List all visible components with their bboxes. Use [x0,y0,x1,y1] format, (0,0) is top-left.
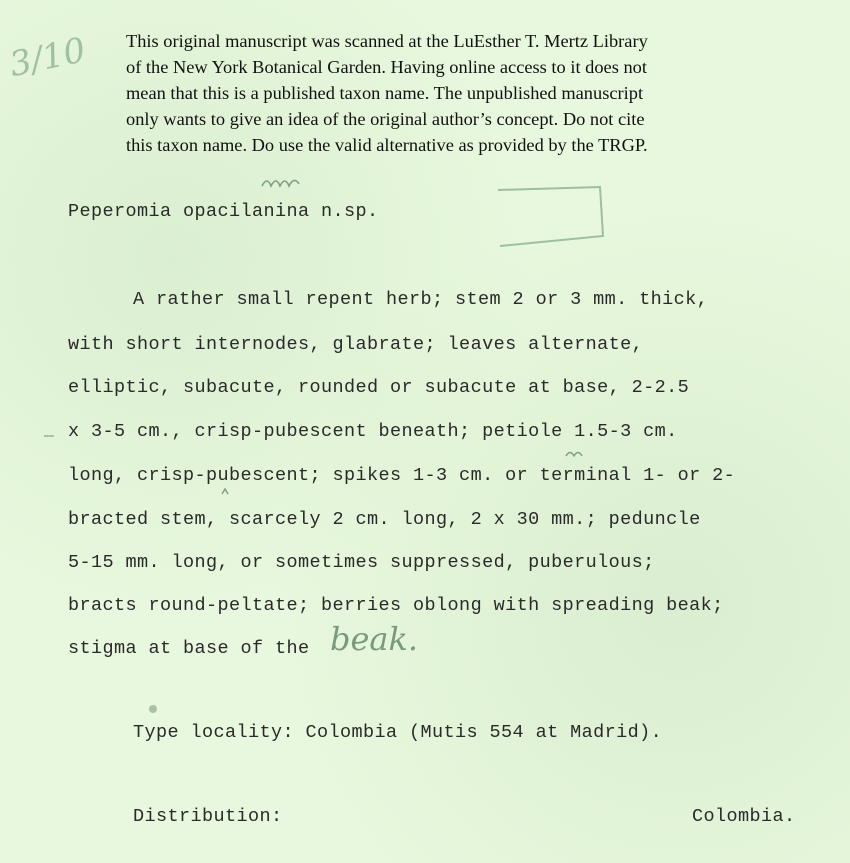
notice-line: this taxon name. Do use the valid alternative as provided by the TRGP. [126,135,648,155]
description-line: stigma at base of the [68,638,310,659]
description-line: x 3-5 cm., crisp-pubescent beneath; petiole 1.5-3 cm. [68,421,678,442]
ink-dot [149,705,157,713]
pencil-squiggle-or [566,453,582,457]
description-line: with short internodes, glabrate; leaves alternate, [68,334,644,355]
description-line: 5-15 mm. long, or sometimes suppressed, puberulous; [68,552,655,573]
handwritten-beak: beak. [330,620,419,658]
description-line: A rather small repent herb; stem 2 or 3 mm. thick, [133,289,709,310]
description-line: bracts round-peltate; berries oblong with spreading beak; [68,595,724,616]
description-line: bracted stem, scarcely 2 cm. long, 2 x 30 mm.; peduncle [68,509,701,530]
pencil-box-mark [498,187,603,246]
description-line: long, crisp-pubescent; spikes 1-3 cm. or terminal 1- or 2- [68,465,736,486]
distribution-label: Distribution: [133,806,283,827]
type-locality: Type locality: Colombia (Mutis 554 at Madrid). [133,722,663,743]
margin-note: 3/10 [6,30,90,86]
pencil-caret-stem [222,489,228,494]
distribution-value: Colombia. [692,806,796,827]
notice-line: mean that this is a published taxon name. The unpublished manuscript [126,83,644,103]
pencil-squiggle-title [262,180,299,186]
species-title: Peperomia opacilanina n.sp. [68,201,379,222]
notice-line: only wants to give an idea of the original author’s concept. Do not cite [126,109,645,129]
notice-line: This original manuscript was scanned at the LuEsther T. Mertz Library [126,31,648,51]
notice-line: of the New York Botanical Garden. Having online access to it does not [126,57,647,77]
description-line: elliptic, subacute, rounded or subacute at base, 2-2.5 [68,377,690,398]
